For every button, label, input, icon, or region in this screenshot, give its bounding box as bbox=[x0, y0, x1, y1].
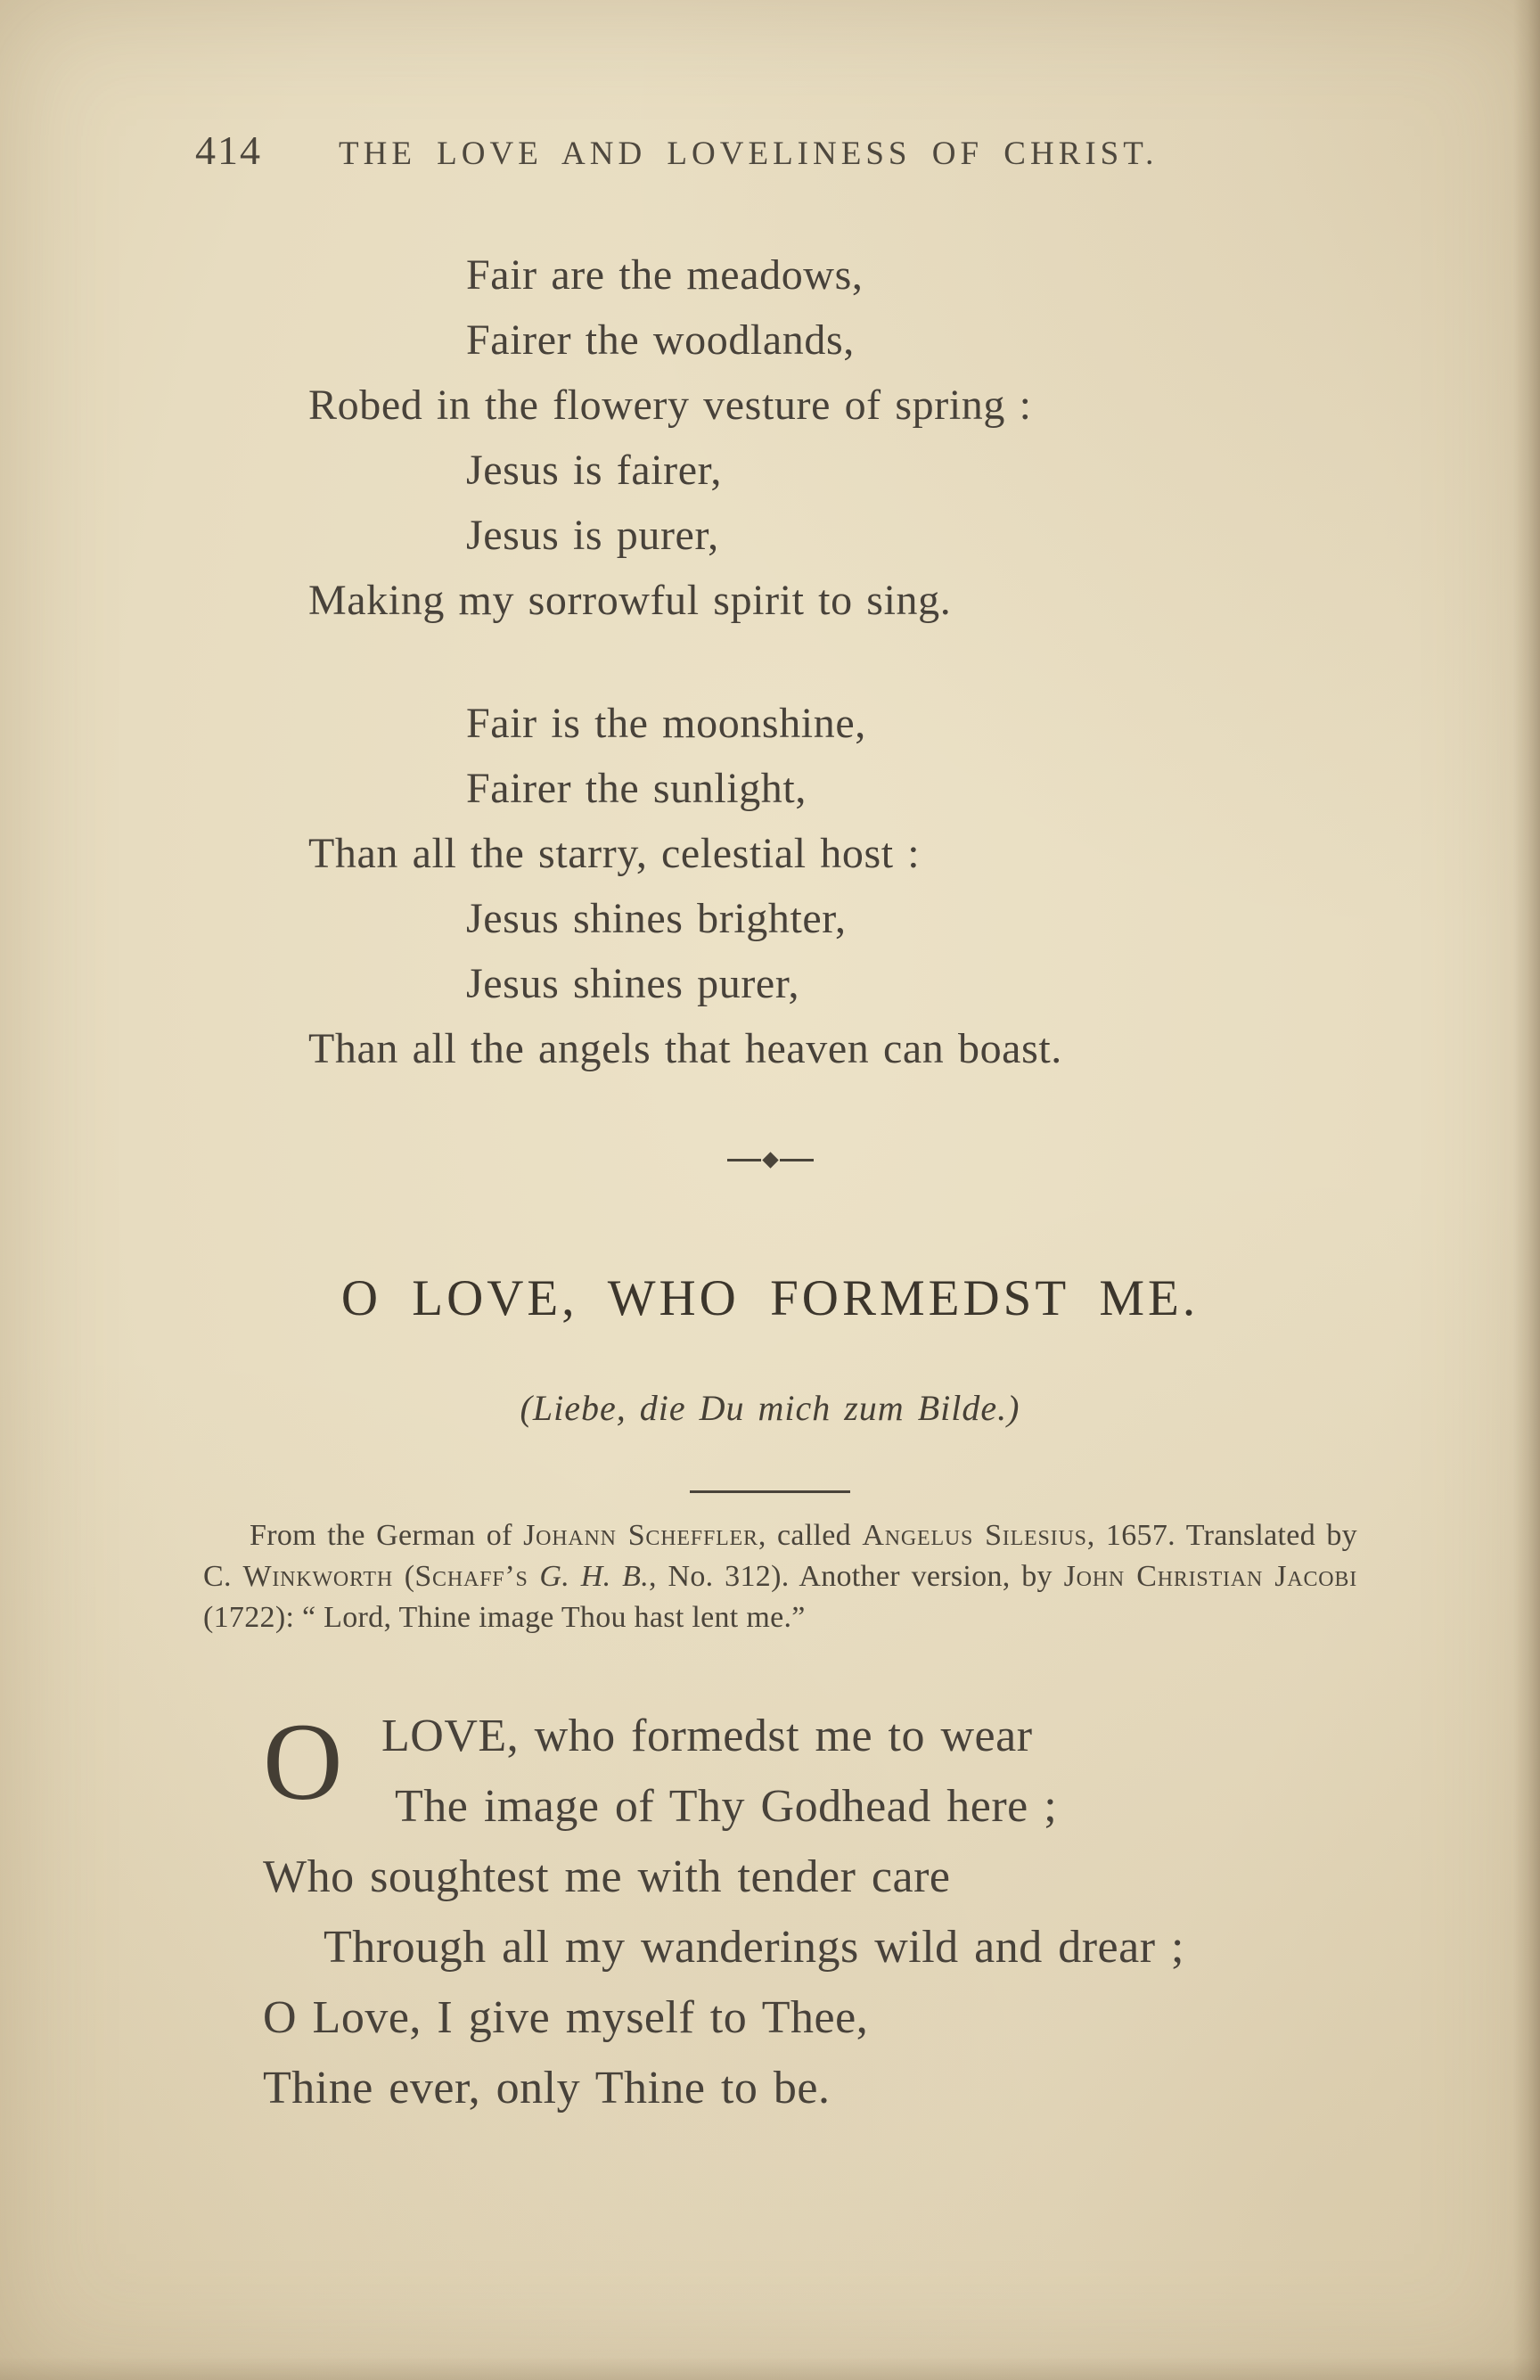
previous-hymn-stanza-1 bbox=[308, 242, 1032, 633]
stanza-line: Jesus shines purer, bbox=[466, 960, 800, 1007]
stanza-line: Than all the starry, celestial host : bbox=[308, 830, 921, 877]
hymn-verse-1 bbox=[263, 1701, 1184, 2123]
attribution-segment: John Christian Jacobi bbox=[1063, 1560, 1357, 1593]
stanza-line: Jesus is purer, bbox=[466, 512, 719, 559]
previous-hymn-stanza-2 bbox=[308, 691, 1062, 1081]
stanza-line: Fair are the meadows, bbox=[466, 251, 864, 299]
attribution-segment: Angelus Silesius bbox=[862, 1519, 1087, 1552]
verse-line: Thine ever, only Thine to be. bbox=[263, 2063, 831, 2113]
divider-rule-right bbox=[780, 1159, 814, 1161]
stanza-line: Than all the angels that heaven can boast. bbox=[308, 1025, 1062, 1072]
title-rule bbox=[690, 1490, 850, 1493]
stanza-line: Fair is the moonshine, bbox=[466, 700, 866, 747]
hymn-title: O LOVE, WHO FORMEDST ME. bbox=[340, 1270, 1200, 1326]
attribution-segment: (1722): “ Lord, Thine image Thou hast lent me.” bbox=[203, 1601, 806, 1634]
verse-line: The image of Thy Godhead here ; bbox=[395, 1781, 1058, 1832]
stanza-line: Robed in the flowery vesture of spring : bbox=[308, 382, 1032, 429]
attribution-note bbox=[203, 1515, 1357, 1638]
hymn-subtitle-german: (Liebe, die Du mich zum Bilde.) bbox=[520, 1388, 1020, 1428]
stanza-line: Jesus shines brighter, bbox=[466, 895, 847, 942]
stanza-line: Making my sorrowful spirit to sing. bbox=[308, 577, 952, 624]
attribution-segment: ( bbox=[393, 1560, 415, 1593]
page-number: 414 bbox=[195, 127, 262, 173]
attribution-segment: Winkworth bbox=[242, 1560, 393, 1593]
verse-line: Who soughtest me with tender care bbox=[263, 1851, 951, 1902]
dropcap-letter: O bbox=[263, 1701, 344, 1823]
stanza-line: Fairer the woodlands, bbox=[466, 316, 855, 364]
attribution-segment: , 1657. Translated by C. bbox=[203, 1519, 1357, 1593]
page-header bbox=[195, 127, 1158, 174]
divider-rule-left bbox=[727, 1159, 761, 1161]
attribution-segment: Schaff’s bbox=[414, 1560, 528, 1593]
verse-line: Through all my wanderings wild and drear ; bbox=[324, 1922, 1184, 1973]
stanza-line: Jesus is fairer, bbox=[466, 447, 722, 494]
diamond-icon bbox=[762, 1152, 778, 1168]
section-divider bbox=[0, 1154, 1540, 1166]
verse-line: LOVE, who formedst me to wear bbox=[381, 1711, 1033, 1761]
attribution-segment: G. H. B. bbox=[539, 1560, 650, 1593]
running-header: THE LOVE AND LOVELINESS OF CHRIST. bbox=[339, 135, 1159, 172]
attribution-segment: Johann Scheffler bbox=[523, 1519, 758, 1552]
attribution-segment bbox=[528, 1560, 540, 1593]
stanza-line: Fairer the sunlight, bbox=[466, 765, 807, 812]
attribution-segment: , called bbox=[758, 1519, 863, 1552]
verse-line: O Love, I give myself to Thee, bbox=[263, 1992, 869, 2043]
attribution-segment: From the German of bbox=[250, 1519, 524, 1552]
attribution-segment: , No. 312). Another version, by bbox=[649, 1560, 1064, 1593]
